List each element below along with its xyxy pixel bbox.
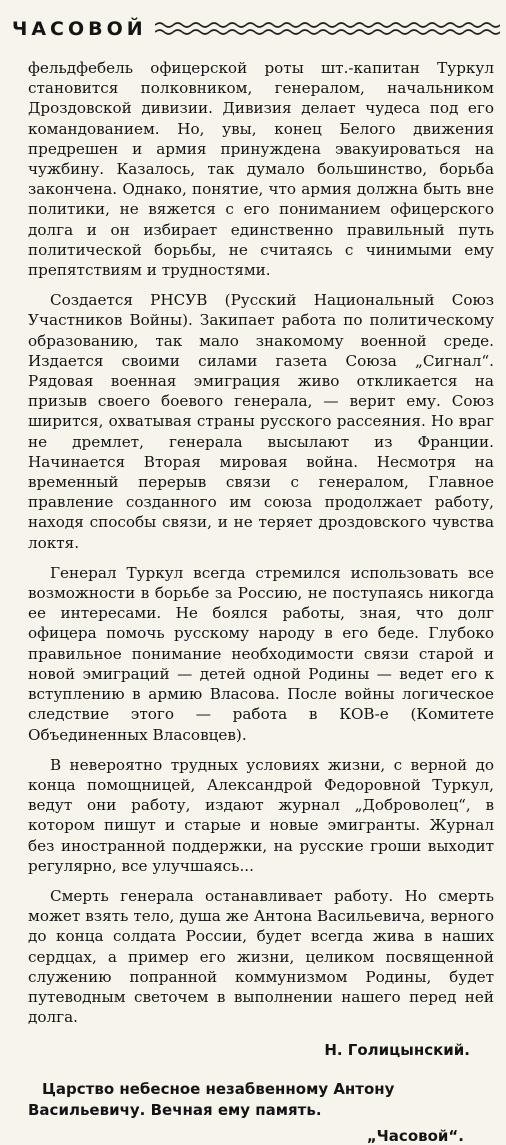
article-body: [28, 58, 494, 1145]
memorial-note: Царство небесное незабвенному Антону Васильевичу. Вечная ему память.: [28, 1080, 395, 1120]
article-paragraph: В невероятно трудных условиях жизни, с верной до конца помощницей, Александрой Федоровной Туркул, ведут они работу, издают журнал „Доброволец“, в котором пишут и старые и новые эмигранты. Журнал без иностранной поддержки, на русские гроши выходит регулярно, все улучшаясь...: [28, 755, 494, 875]
memorial-signature: „Часовой“.: [366, 1127, 464, 1145]
article-paragraph: Смерть генерала останавливает работу. Но смерть может взять тело, душа же Антона Васильевича, верного до конца солдата России, будет всегда жива в наших сердцах, а пример его жизни, целиком посвященной служению попранной коммунизмом Родины, будет путеводным светочем в выполнении нашего перед ней долга.: [28, 886, 494, 1027]
article-paragraph: Генерал Туркул всегда стремился использовать все возможности в борьбе за Россию, не поступаясь никогда ее интересами. Не боялся работы, зная, что долг офицера помочь русскому народу в его беде. Глубоко правильное понимание необходимости связи старой и новой эмиграций — детей одной Родины — ведет его к вступлению в армию Власова. После войны логическое следствие этого — работа в КОВ-е (Комитете Объединенных Власовцев).: [28, 563, 494, 744]
wavy-line-ornament-icon: [155, 21, 500, 37]
author-signature: Н. Голицынский.: [324, 1041, 470, 1060]
article-paragraph: Создается РНСУВ (Русский Национальный Союз Участников Войны). Закипает работа по политическому образованию, так мало знакомому военной среде. Издается своими силами газета Союза „Сигнал“. Рядовая военная эмиграция живо откликается на призыв своего боевого генерала, — верит ему. Союз ширится, охватывая страны русского рассеяния. Но враг не дремлет, генерала высылают из Франции. Начинается Вторая мировая война. Несмотря на временный перерыв связи с генералом, Главное правление созданного им союза продолжает работу, находя способы связи, и не теряет дроздовского чувства локтя.: [28, 291, 494, 552]
publication-title: ЧАСОВОЙ: [12, 18, 147, 40]
page-header: [12, 6, 500, 52]
article-paragraph: фельдфебель офицерской роты шт.-капитан Туркул становится полковником, генералом, начальником Дроздовской дивизии. Дивизия делает чудеса под его командованием. Но, увы, конец Белого движения предрешен и армия принуждена эвакуироваться на чужбину. Казалось, так думало большинство, борьба закончена. Однако, понятие, что армия должна быть вне политики, не вяжется с его пониманием офицерского долга и он избирает единственно правильный путь политической борьбы, не считаясь с чинимыми ему препятствиям и трудностями.: [28, 59, 494, 280]
